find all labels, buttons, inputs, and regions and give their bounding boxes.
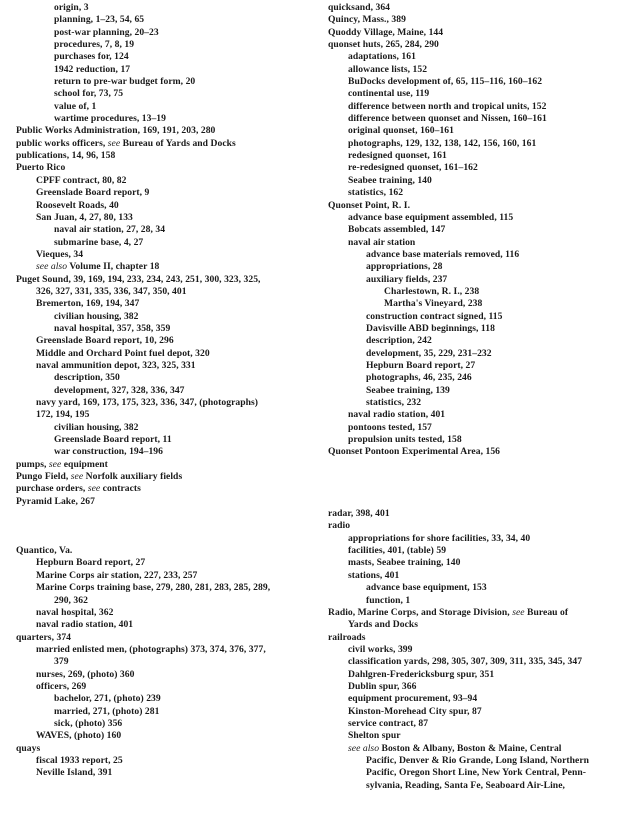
index-entry: Middle and Orchard Point fuel depot, 320 [36,347,210,359]
index-entry: naval ammunition depot, 323, 325, 331 [36,359,196,371]
index-entry: Quonset Pontoon Experimental Area, 156 [328,446,501,458]
index-entry: submarine base, 4, 27 [54,236,144,248]
index-entry: Marine Corps training base, 279, 280, 281, 283, 285, 289, [36,582,271,594]
index-entry: Seabee training, 140 [348,174,432,186]
index-entry: Pacific, Oregon Short Line, New York Central, Penn- [366,767,586,779]
index-entry: construction contract signed, 115 [366,310,503,322]
index-entry: allowance lists, 152 [348,63,428,75]
index-entry: Hepburn Board report, 27 [36,557,146,569]
index-entry: return to pre-war budget form, 20 [54,76,196,88]
index-entry: CPFF contract, 80, 82 [36,174,127,186]
index-entry: quarters, 374 [16,631,72,643]
index-entry: naval hospital, 357, 358, 359 [54,322,171,334]
index-entry: function, 1 [366,594,411,606]
index-entry: Quonset Point, R. I. [328,199,411,211]
index-entry: 1942 reduction, 17 [54,63,131,75]
index-entry: sick, (photo) 356 [54,717,123,729]
index-entry: Dublin spur, 366 [348,680,417,692]
index-entry: navy yard, 169, 173, 175, 323, 336, 347, (photographs) [36,397,259,408]
see-reference: see [107,137,121,149]
index-entry: BuDocks development of, 65, 115–116, 160–162 [348,76,543,88]
index-entry: 326, 327, 331, 335, 336, 347, 350, 401 [36,285,187,297]
index-entry: Puget Sound, 39, 169, 194, 233, 234, 243, 251, 300, 323, 325, [16,273,261,285]
index-entry: Seabee training, 139 [366,384,450,396]
index-entry: Vieques, 34 [36,248,84,260]
index-entry: civilian housing, 382 [54,421,139,433]
index-entry: married, 271, (photo) 281 [54,705,160,717]
index-entry: statistics, 162 [348,187,404,199]
index-entry: Dahlgren-Fredericksburg spur, 351 [348,668,495,680]
index-entry: advance base equipment assembled, 115 [348,211,514,223]
index-entry: description, 350 [54,372,120,384]
index-entry: pontoons tested, 157 [348,421,432,433]
index-entry: development, 327, 328, 336, 347 [54,384,185,396]
index-entry: photographs, 129, 132, 138, 142, 156, 160, 161 [348,137,537,149]
index-entry: description, 242 [366,335,432,347]
index-entry: war construction, 194–196 [54,446,163,458]
index-entry: Puerto Rico [16,162,66,174]
index-entry: bachelor, 271, (photo) 239 [54,693,161,705]
index-entry: Quincy, Mass., 389 [328,14,406,26]
index-entry: civil works, 399 [348,643,413,655]
index-entry: value of, 1 [54,100,97,112]
index-entry: pumps, see equipment [16,458,108,470]
index-entry: original quonset, 160–161 [348,125,454,137]
index-entry: appropriations, 28 [366,261,443,273]
index-entry: naval radio station, 401 [348,409,446,421]
index-entry: Quantico, Va. [16,545,73,557]
index-entry: Yards and Docks [348,619,419,631]
index-entry: wartime procedures, 13–19 [54,113,167,125]
index-entry: development, 35, 229, 231–232 [366,347,492,359]
index-entry: Marine Corps air station, 227, 233, 257 [36,569,198,581]
index-entry: Pyramid Lake, 267 [16,495,95,507]
blank-line [16,508,316,520]
index-entry: Pacific, Denver & Rio Grande, Long Island, Northern [366,754,590,766]
index-entry: Greenslade Board report, 9 [36,187,150,199]
index-entry: stations, 401 [348,569,400,581]
index-entry: Bobcats assembled, 147 [348,224,446,236]
index-entry: Greenslade Board report, 11 [54,434,172,446]
index-entry: re-redesigned quonset, 161–162 [348,162,478,174]
blank-line [16,520,316,532]
index-column-right [328,2,628,792]
index-entry: naval air station, 27, 28, 34 [54,224,166,236]
index-entry: redesigned quonset, 161 [348,150,447,162]
index-entry: naval air station [348,236,416,248]
index-entry: Shelton spur [348,730,401,742]
index-entry: Charlestown, R. I., 238 [384,285,480,297]
index-entry: public works officers, see Bureau of Yards and Docks [16,137,236,149]
blank-line [328,483,628,495]
index-entry: equipment procurement, 93–94 [348,693,478,705]
index-entry: school for, 73, 75 [54,88,124,100]
index-entry: post-war planning, 20–23 [54,26,159,38]
index-entry: Martha's Vineyard, 238 [384,298,483,310]
index-entry: quicksand, 364 [328,2,391,13]
index-entry: advance base equipment, 153 [366,582,487,594]
index-entry: married enlisted men, (photographs) 373, 374, 376, 377, [36,643,266,655]
index-entry: Neville Island, 391 [36,767,113,779]
see-reference: see also [348,742,380,754]
index-entry: advance base materials removed, 116 [366,248,520,260]
index-entry: railroads [328,631,366,643]
index-entry: continental use, 119 [348,88,430,100]
index-entry: purchases for, 124 [54,51,129,63]
index-entry: Roosevelt Roads, 40 [36,199,119,211]
index-entry: sylvania, Reading, Santa Fe, Seaboard Air-Line, [366,779,565,791]
index-column-left [16,2,316,780]
index-entry: 290, 362 [54,594,88,606]
see-reference: see [512,606,525,618]
index-entry: Greenslade Board report, 10, 296 [36,335,174,347]
index-entry: WAVES, (photo) 160 [36,730,122,742]
index-entry: 172, 194, 195 [36,409,90,421]
index-entry: naval radio station, 401 [36,619,134,631]
see-reference: see [70,471,84,483]
index-entry: masts, Seabee training, 140 [348,557,461,569]
index-entry: facilities, 401, (table) 59 [348,545,447,557]
see-reference: see [87,483,101,495]
index-entry: origin, 3 [54,2,89,13]
index-entry: planning, 1–23, 54, 65 [54,14,145,26]
blank-line [328,496,628,508]
index-entry: quonset huts, 265, 284, 290 [328,39,439,51]
index-entry: Bremerton, 169, 194, 347 [36,298,140,310]
index-entry: auxiliary fields, 237 [366,273,448,285]
index-entry: see also Volume II, chapter 18 [36,261,160,273]
index-entry: photographs, 46, 235, 246 [366,372,472,384]
index-entry: classification yards, 298, 305, 307, 309, 311, 335, 345, 347 [348,656,583,668]
index-entry: service contract, 87 [348,717,429,729]
index-entry: procedures, 7, 8, 19 [54,39,135,51]
index-entry: Public Works Administration, 169, 191, 203, 280 [16,125,216,137]
index-entry: radio [328,520,351,532]
index-entry: difference between north and tropical units, 152 [348,100,547,112]
index-entry: Davisville ABD beginnings, 118 [366,322,495,334]
see-reference: see [48,458,62,470]
index-entry: radar, 398, 401 [328,508,390,520]
index-entry: nurses, 269, (photo) 360 [36,668,135,680]
blank-line [328,471,628,483]
index-entry: see also Boston & Albany, Boston & Maine, Central [348,742,562,754]
index-entry: quays [16,742,41,754]
index-entry: propulsion units tested, 158 [348,434,462,446]
index-entry: Hepburn Board report, 27 [366,359,476,371]
index-entry: purchase orders, see contracts [16,483,141,495]
index-entry: statistics, 232 [366,397,422,408]
index-entry: Radio, Marine Corps, and Storage Division, see Bureau of [328,606,569,618]
index-entry: adaptations, 161 [348,51,416,63]
index-entry: publications, 14, 96, 158 [16,150,116,162]
index-entry: officers, 269 [36,680,87,692]
index-entry: 379 [54,656,69,668]
index-entry: difference between quonset and Nissen, 160–161 [348,113,547,125]
index-entry: Pungo Field, see Norfolk auxiliary fields [16,471,183,483]
index-entry: appropriations for shore facilities, 33, 34, 40 [348,532,531,544]
index-entry: San Juan, 4, 27, 80, 133 [36,211,133,223]
index-entry: naval hospital, 362 [36,606,114,618]
index-entry: Quoddy Village, Maine, 144 [328,26,444,38]
index-entry: Kinston-Morehead City spur, 87 [348,705,482,717]
index-entry: civilian housing, 382 [54,310,139,322]
blank-line [328,459,628,471]
index-entry: fiscal 1933 report, 25 [36,754,123,766]
see-reference: see also [36,261,68,273]
blank-line [16,533,316,545]
